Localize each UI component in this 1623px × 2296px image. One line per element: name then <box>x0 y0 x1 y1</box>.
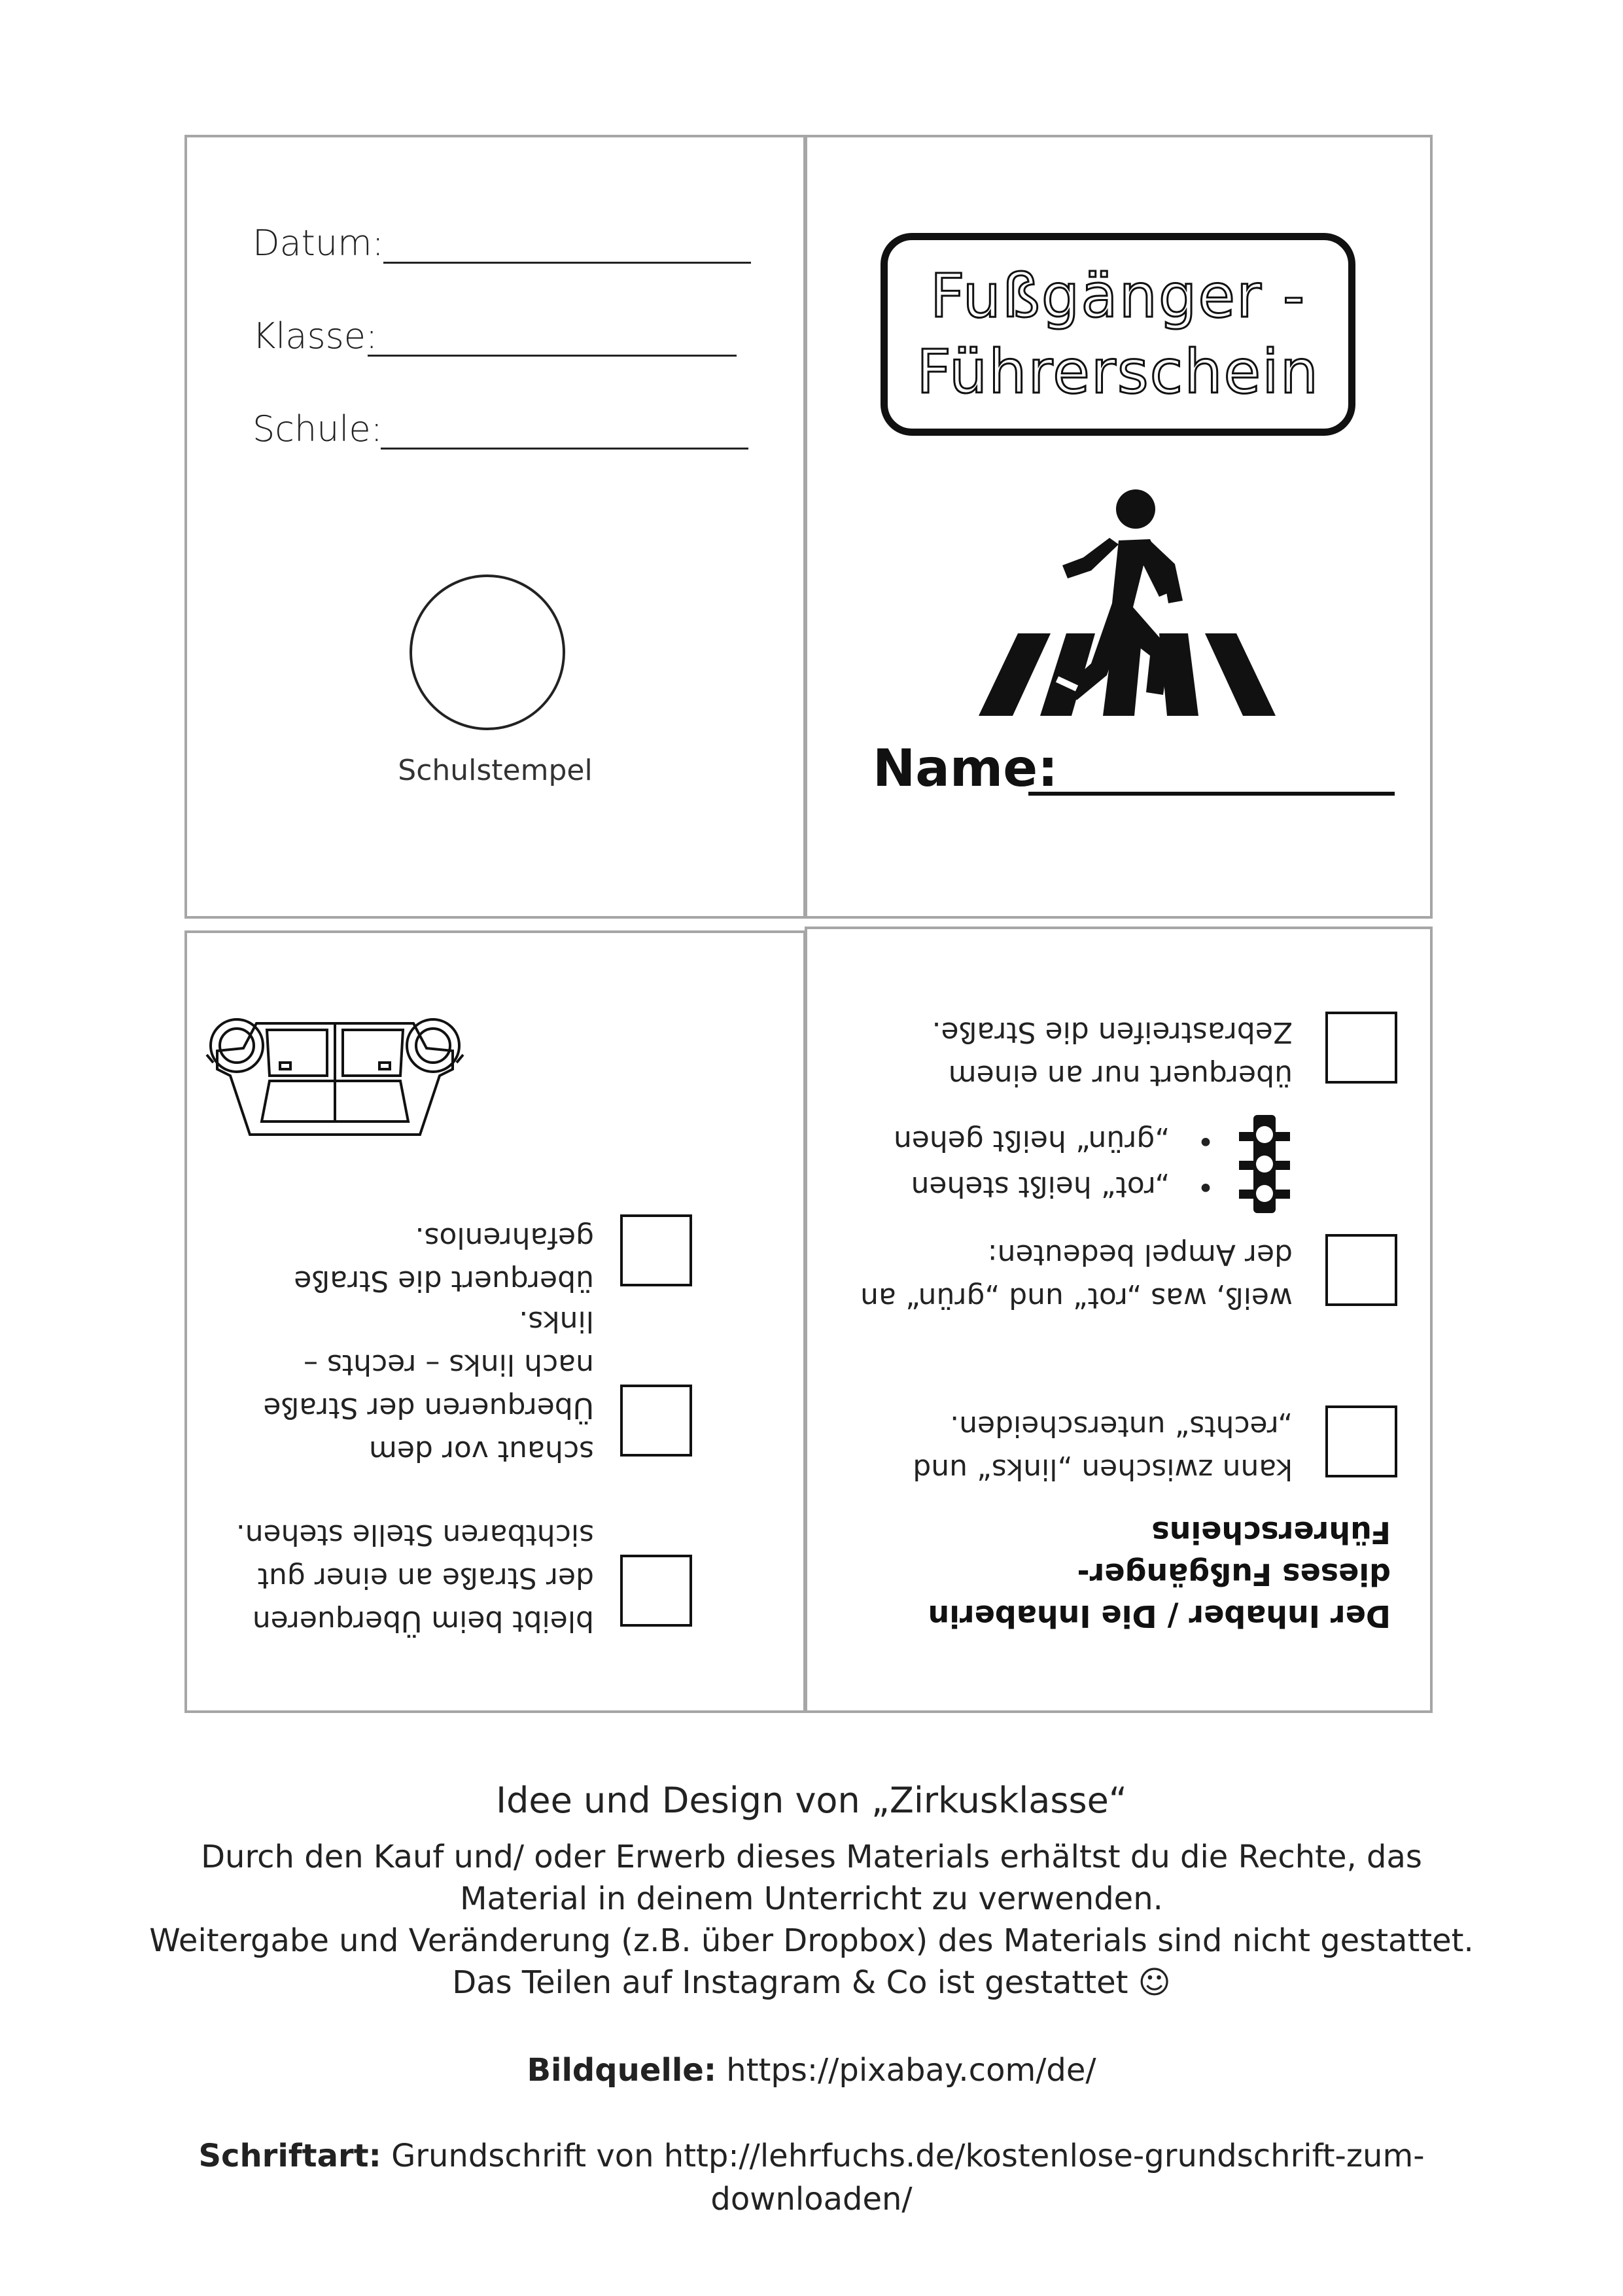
back-right-rotated-content <box>807 929 1430 1710</box>
name-label: Name: <box>873 739 1058 798</box>
item-zebra-crossing: überquert nur an einem Zebrastreifen die Straße. <box>932 1016 1293 1092</box>
checkbox-stop-visible[interactable] <box>620 1555 692 1627</box>
item-stop-visible: bleibt beim Überqueren der Straße an einer gut sichtbaren Stelle stehen. <box>236 1518 594 1638</box>
title-box <box>881 233 1355 436</box>
checkbox-cross-safely[interactable] <box>620 1214 692 1286</box>
checkbox-traffic-light[interactable] <box>1325 1234 1397 1306</box>
image-source-label: Bildquelle: <box>527 2052 717 2089</box>
school-stamp-circle <box>410 574 565 730</box>
back-left-rotated-content <box>187 933 803 1710</box>
bullet-red: • „rot“ heißt stehen <box>911 1170 1214 1203</box>
class-label: Klasse: <box>253 315 378 357</box>
title-line-1: Fußgänger - <box>930 261 1306 331</box>
checkbox-left-right[interactable] <box>1325 1405 1397 1477</box>
title-line-2: Führerschein <box>916 337 1320 407</box>
font-label: Schriftart: <box>198 2138 381 2174</box>
name-line[interactable] <box>1028 792 1395 796</box>
item-look-left-right: schaut vor dem Überqueren der Straße nach links – rechts – links. <box>263 1305 594 1468</box>
class-line[interactable] <box>368 355 737 357</box>
footer-image-source <box>0 2052 1623 2089</box>
item-cross-safely: überquert die Straße gefahrenlos. <box>294 1221 594 1298</box>
date-line[interactable] <box>383 262 751 264</box>
date-label: Datum: <box>253 222 384 264</box>
stamp-label: Schulstempel <box>398 754 593 787</box>
school-label: Schule: <box>253 408 383 450</box>
bullet-green-text: „grün“ heißt gehen <box>893 1124 1170 1157</box>
image-source-link[interactable]: https://pixabay.com/de/ <box>726 2052 1096 2089</box>
footer-font-credit <box>0 2134 1623 2221</box>
front-left-panel <box>184 135 806 919</box>
checkbox-zebra-crossing[interactable] <box>1325 1012 1397 1084</box>
footer-license <box>0 1836 1623 2004</box>
pedestrian-crossing-icon <box>979 479 1276 734</box>
back-left-panel <box>184 930 806 1713</box>
item-left-right: kann zwischen „links“ und „rechts“ unterscheiden. <box>913 1409 1293 1486</box>
footer-line-3: Weitergabe und Veränderung (z.B. über Dropbox) des Materials sind nicht gestattet. <box>149 1922 1474 1959</box>
traffic-light-icon <box>1236 1115 1293 1213</box>
font-credit-line-2[interactable]: downloaden/ <box>710 2181 913 2217</box>
checkbox-look-left-right[interactable] <box>620 1385 692 1457</box>
holder-title: Der Inhaber / Die Inhaberin dieses Fußgänger-Führerscheins <box>928 1515 1391 1634</box>
footer-line-2: Material in deinem Unterricht zu verwenden. <box>460 1881 1163 1917</box>
font-credit-line-1[interactable]: Grundschrift von http://lehrfuchs.de/kostenlose-grundschrift-zum- <box>391 2138 1425 2174</box>
school-line[interactable] <box>381 448 748 450</box>
footer-line-4: Das Teilen auf Instagram & Co ist gestattet ☺ <box>452 1964 1171 2001</box>
back-right-panel <box>805 927 1433 1713</box>
bullet-green: • „grün“ heißt gehen <box>893 1124 1214 1157</box>
footer-line-1: Durch den Kauf und/ oder Erwerb dieses Materials erhältst du die Rechte, das <box>201 1839 1422 1875</box>
footer-title: Idee und Design von „Zirkusklasse“ <box>496 1780 1127 1821</box>
cover-panel <box>805 135 1433 919</box>
bullet-red-text: „rot“ heißt stehen <box>911 1170 1170 1203</box>
car-icon <box>204 991 466 1161</box>
item-traffic-light: weiß, was „rot“ und „grün“ an der Ampel bedeuten: <box>860 1238 1293 1315</box>
